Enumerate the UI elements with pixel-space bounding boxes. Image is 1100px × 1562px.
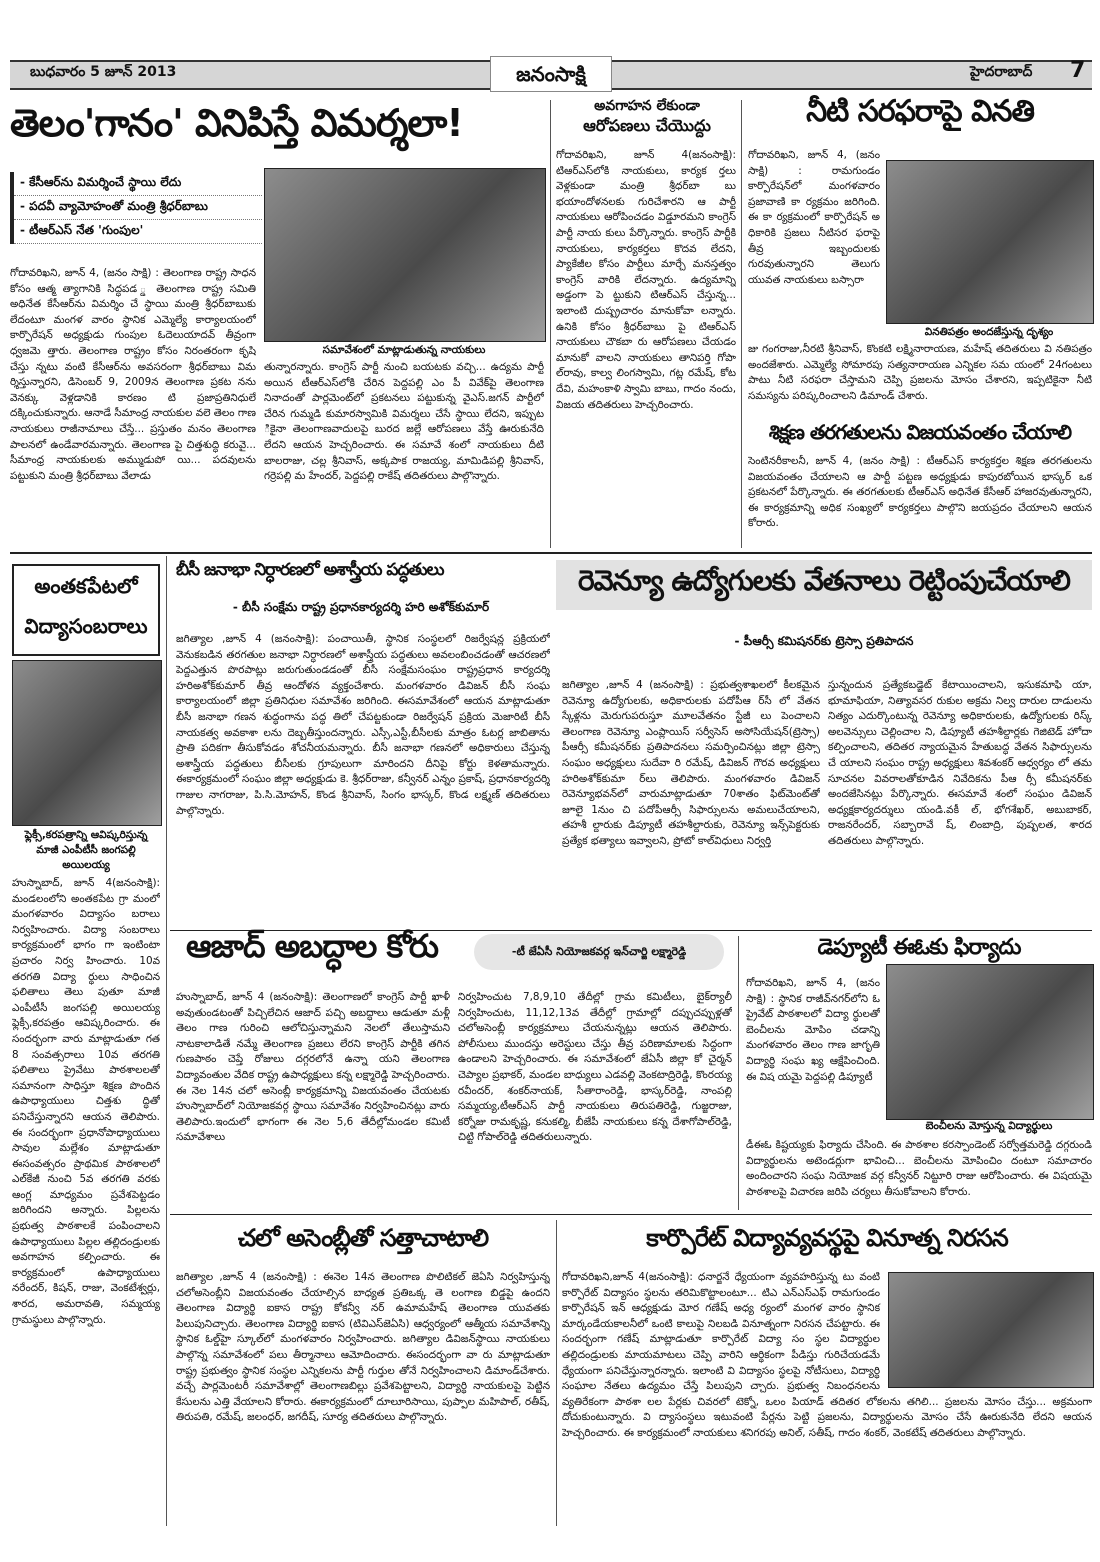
story10-body: జగిత్యాల ,జూన్ 4 (జనంసాక్షి) : ఈనెల 14న తెలంగాణ పొలిటికల్ జెఏసి నిర్వహిస్తున్న చలోఅసెంబ్లీని విజయవంతం చేయాల్సిన బాధ్యత ప్రతిఒక్క తె లంగాణ బిడ్డపై ఉందని తెలంగాణ విద్యార్థి ఐకాస రాష్ట్ర కోకన్వీ నర్ ఉమామహేష్ తెలంగాణ యువతకు పిలుపునిచ్చారు. తెలంగాణ విద్యార్థి ఐకాస (టివిఎస్‌జెఏసి) ఆధ్వర్యంలో ఆత్మీయ సమావేశాన్ని స్థానిక ఓల్డ్‌హై స్కూల్‌లో మంగళవారం నిర్వహించారు. జగిత్యాల డివిజన్‌స్థాయి నాయకులు పాల్గొన్న సమావేశంలో పలు తీర్మానాలు ఆమోదించారు. ఈసందర్భంగా వా రు మాట్లాడుతూ రాష్ట్ర ప్రభుత్వం స్థానిక సంస్థల ఎన్నికలను పార్టీ గుర్తుల తోనే నిర్వహించాలని డిమాండ్‌చేశారు. వచ్చే పార్లమెంటరీ సమావేశాల్లో తెలంగాణబిల్లు ప్రవేశపెట్టాలని, విద్యార్థి నాయకులపై పెట్టిన కేసులను ఎత్తి వేయాలని కోరారు. ఈకార్యక్రమంలో దూలూరిసాయి, పుప్పాల మహిపాల్, రతీష్, తిరుపతి, రమేష్, జలంధర్, జగదీష్, సూర్య తదితరులు పాల్గొన్నారు. — [176, 1271, 550, 1424]
story11-body: గోదావరిఖని,జూన్ 4(జనంసాక్షి): ధనార్జనే ధ్యేయంగా వ్యవహరిస్తున్న టు వంటి కార్పొరేట్ విద్యాసం స్థలను తరిమికొట్టాలంటూ... టిఎ ఎన్ఎస్ఎఫ్ రామగుండం కార్పొరేషన్ ఇన్‌ ఆధ్యక్షుడు మోర గణేష్ అధ్య ర్యంలో మంగళ వారం స్థానిక మార్కండేయకాలనీలో ఒంటి కాలుపై నిలబడి వినూత్నంగా నిరసన చేపట్టారు. ఈ సందర్భంగా గణేష్ మాట్లాడుతూ కార్పొరేట్ విద్యా సం స్థల విద్యార్థుల తల్లిదండ్రులకు మాయమాటలు చెప్పి వారిని ఆర్థికంగా పీడిస్తు గురిచేయడమే ధ్యేయంగా పనిచేస్తున్నారన్నారు. ఇలాంటి వి విద్యాసం స్థలపై నోటీసులు, విద్యార్థి సంఘాల నేతలు ఉద్యమం చేస్తే పిలుపుని చ్చారు. ప్రభుత్వ నిబంధనలను వ్యతిరేకంగా పాఠశా లల పేర్లకు చివరలో టెక్నో, ఒలం పియాడ్ తదితర లోకలను తగిలి... ప్రజలను మోసం చేస్తు... అక్రమంగా దోచుకుంటున్నారు. వి ద్యాసంస్థలు ఇటువంటి పేర్లను పెట్టి ప్రజలను, విద్యార్థులను మోసం చేసే ఊరుకునేది లేదని ఆయన హెచ్చరించారు. ఈ కార్యక్రమంలో నాయకులు శనిగరపు అనిల్, సతీష్, గాదం శంకర్, వెంకటేష్ తదితరులు పాల్గొన్నారు. — [562, 1271, 1092, 1439]
masthead-logo: జనంసాక్షి — [490, 56, 612, 92]
story10-headline: చలో అసెంబ్లీతో సత్తాచాటాలి — [237, 1224, 489, 1252]
story4-headline: శిక్షణ తరగతులను విజయవంతం చేయాలి — [768, 420, 1072, 444]
story3-body: జు గంగరాజు,నీరటి శ్రీనివాస్, కొంకటి లక్ష్మినారాయణ, మహేష్ తదితరులు వి నతిపత్రం అందజేశారు. ఎమ్మెల్యే సోమారపు సత్యనారాయణ ఎన్నికల సమ యంలో 24గంటలు పాటు నీటి సరఫరా చేస్తామని చెప్పి ప్రజలను మోసం చేశారని, ఇప్పటికైనా నీటి సమస్యను పరిష్కరించాలని డిమాండ్ చేశారు. — [748, 343, 1092, 402]
story6-body: జగిత్యాల ,జూన్ 4 (జనంసాక్షి): పంచాయితీ, స్థానిక సంస్థలలో రిజర్వేషన్ల ప్రక్రియలో వెనుకబడిన తరగతుల జనాభా నిర్ధారణలో అశాస్త్రీయ పద్ధతులు అవలంబించడంతో ఆచరణలో పెద్దఎత్తున పొరపాట్లు జరుగుతుండడంతో బీసీ సంక్షేమసంఘం రాష్ట్రప్రధాన కార్యదర్శి హరిఅశోక్‌కుమార్ తీవ్ర ఆందోళన వ్యక్తంచేశారు. మంగళవారం డివిజన్ బీసీ సంఘ కార్యాలయంలో జిల్లా ప్రతినిధుల సమావేశం జరిగింది. ఈసమావేశంలో ఆయన మాట్లాడుతూ బీసీ జనాభా గణన శుద్ధంగాను పద్ధ తిలో చేపట్టకుండా రిజర్వేషన్ ప్రక్రియ మెజారిటీ బీసీ నాయకత్వ అవకాశా లను దెబ్బతీస్తుందన్నారు. ఎస్సీ,ఎస్టీ,బీసీలకు మాత్రం ఓటర్ల జాబితాను ప్రాతి పదికగా తీసుకోవడం శోచనీయమన్నారు. బీసీ జనాభా గణనలో అధికారులు చేస్తున్న అశాస్త్రీయ పద్ధతులు బీసీలకు గ్రూపులుగా మారిందని దీనిపై కోర్టు కెళతామన్నారు. ఈకార్యక్రమంలో సంఘం జిల్లా అధ్యక్షుడు కె. శ్రీధర్‌రాజు, కన్వీనర్ ఎన్నం ప్రకాష్, ప్రధానకార్యదర్శి గాజుల నాగరాజు, పి.సి.మోహన్, కొండ శ్రీనివాస్, సింగం భాస్కర్, కొండ లక్ష్మణ్ తదితరులు పాల్గొన్నారు. — [176, 633, 550, 817]
column-divider — [741, 100, 742, 548]
story7-column-1: జగిత్యాల ,జూన్ 4 (జనంసాక్షి) : ప్రభుత్వశాఖలలో కీలకమైన రెవెన్యూ ఉద్యోగులకు, అధికారులకు పదోపీఆ ర్‌సీ లో వేతన స్కేళ్లను మెరుగుపరుస్తూ మూలవేతనం స్టేజీ లు పెంచాలని తెలంగాణ రెవెన్యూ ఎంప్లాయిస్ సర్వీసెస్ అసోసియేషన్(ట్రెస్సా) పీఆర్సీ కమీషనర్‌కు ప్రతిపాదనలు సమర్పించినట్లు జిల్లా ట్రెస్సా సంఘం అధ్యక్షులు సుదేవా రి రమేష్, డివిజన్ గౌరవ అధ్యక్షులు హరిఅశోక్‌కుమా ర్‌లు తెలిపారు. మంగళవారం డివిజన్ రెవెన్యూభవన్‌లో వారుమాట్లాడుతూ 70శాతం ఫిట్‌మెంట్‌తో జూలై 1నుం చి పదోపీఆర్సీ సిఫార్సులను అమలుచేయాలని, తహశీ ల్దారుకు డిప్యూటీ తహశీల్దారుకు, రెవెన్యూ ఇన్స్‌పెక్టరుకు ప్రత్యేక భత్యాలు ఇవ్వాలని, ప్రోటో కాల్‌విధులు నిర్వర్తి — [562, 679, 820, 847]
story2-headline-line1: అవగాహన లేకుండా — [594, 98, 700, 114]
story8-column-1: హుస్నాబాద్, జూన్ 4 (జనంసాక్షి): తెలంగాణలో కాంగ్రెస్ పార్టీ ఖాళీ అవుతుండటంతో పిచ్చిలేచిన ఆజాద్ పచ్చి అబద్ధాలు ఆడుతూ మళ్లీ తెలం గాణ గురించి ఆలోచిస్తున్నామని నెలలో తేలుస్తామని నాటకాలాడితే నమ్మే తెలంగాణ ప్రజలు లేరని కాంగ్రెస్ పార్టీకి తగిన గుణపాఠం చెప్తే రోజులు దగ్గరలోనే ఉన్నా యని తెలంగాణ విద్యావంతుల వేదిక రాష్ట్ర ఉపాధ్యక్షులు కన్న లక్ష్మారెడ్డి హెచ్చరించారు. ఈ నెల 14న చలో అసెంబ్లీ కార్యక్రమాన్ని విజయవంతం చేయటకు హుస్నాబాద్‌లో నియోజకవర్గ స్థాయి సమావేశం నిర్వహించినట్లు వారు తెలిపారు.ఇందులో భాగంగా ఈ నెల 5,6 తేదీల్లోమండల కమిటీ సమావేశాలు — [176, 991, 450, 1144]
edition-city: హైదరాబాద్ — [970, 64, 1033, 80]
story4-body: సెంటినరీకాలనీ, జూన్ 4, (జనం సాక్షి) : టీఆర్ఎస్ కార్యకర్తల శిక్షణ తరగతులను విజయవంతం చేయాలని ఆ పార్టీ పట్టణ అధ్యక్షుడు కాపురబోయిన భాస్కర్ ఒక ప్రకటనలో పేర్కొన్నారు. ఈ తరగతులకు టీఆర్ఎస్ అధినేత కేసీఆర్ హాజరవుతున్నారని, ఈ కార్యక్రమాన్ని అధిక సంఖ్యలో కార్యకర్తలు పాల్గొని జయప్రదం చేయాలని ఆయన కోరారు. — [748, 455, 1092, 530]
story9-photo — [886, 964, 1094, 1120]
story5-headline — [12, 564, 160, 656]
story5-body: హుస్నాబాద్, జూన్ 4(జనంసాక్షి): మండలంలోని అంతకపేట గ్రా మంలో మంగళవారం విద్యాసం బరాలు నిర్వహించారు. విద్యా సంబరాలు కార్యక్రమంలో భాగం గా ఇంటింటా ప్రచారం నిర్వ హించారు. 10వ తరగతి విద్యా ర్థులు సాధించిన ఫలితాలు తెలు పుతూ మాజీ ఎంపీటీసీ జంగపల్లి అయిలయ్య ఫ్లెక్సీ,కరపత్రం ఆవిష్కరించారు. ఈ సందర్భంగా వారు మాట్లాడుతూ గత 8 సంవత్సరాలు 10వ తరగతి ఫలితాలు ప్రైవేటు పాఠశాలలతో సమానంగా సాధిస్తూ శిక్షణ పొందిన ఉపాధ్యాయులు చిత్తశు ద్ధితో పనిచేస్తున్నారని ఆయన తెలిపారు. ఈ సందర్భంగా ప్రధానోపాధ్యాయులు సావుల మల్లేశం మాట్లాడుతూ ఈసంవత్సరం ప్రాథమిక పాఠశాలలో ఎల్‌కేజీ నుంచి 5వ తరగతి వరకు ఆంగ్ల మాధ్యమం ప్రవేశపెట్టడం జరిగిందని అన్నారు. పిల్లలను ప్రభుత్వ పాఠశాలకే పంపించాలని ఉపాధ్యాయులు పిల్లల తల్లిదండ్రులకు అవగాహన కల్పించారు. ఈ కార్యక్రమంలో ఉపాధ్యాయులు నరేందర్, కిషన్, రాజు, వెంకటేశ్వర్లు, శారద, అమరావతి, సమ్మయ్య గ్రామస్థులు పాల్గొన్నారు. — [12, 877, 160, 1326]
story7-subhead: - పీఆర్సీ కమిషనర్‌కు ట్రెస్సా ప్రతిపాదన — [734, 634, 914, 648]
story1-column-2: తున్నారన్నారు. కాంగ్రెస్ పార్టీ నుంచి బయటకు వచ్చి... ఉద్యమ పార్టీ అయిన టీఆర్‌ఎస్‌లోకి చేరిన పెద్దపల్లి ఎం పీ వివేక్‌పై తెలంగాణ నినాదంతో పార్లమెంట్‌లో ప్రకటనలు పట్టుకున్న వైఎస్.జగన్ పార్టీలో చేరిన గుమ్మడి కుమారస్వామికి విమర్శలు చేసే స్థాయి లేదని, ఇప్పుట ికైనా తెలంగాణవాదులపై బురద జల్లే ఆరోపణలు వేస్తే ఊరుకునేది లేదని ఆయన హెచ్చరించారు. ఈ సమావే శంలో నాయకులు దీటి బాలరాజు, చల్ల శ్రీనివాస్, అక్కపాక రాజయ్య, మామిడిపల్లి శ్రీనివాస్, గర్రెపల్లి మ హేందర్, పెద్దపల్లి రాకేష్ తదితరులు పాల్గొన్నారు. — [264, 361, 544, 483]
story2-body: గోదావరిఖని, జూన్ 4(జనంసాక్షి): టిఆర్ఎస్‌లోకి నాయకులు, కార్యక ర్తలు వెళ్లకుండా మంత్రి శ్రీధర్‌బా బు భయాందోళనలకు గురిచేశారని ఆ పార్టీ నాయకులు ఆరోపించడం విడ్డూరమని కాంగ్రెస్ పార్టీ నాయ కులు పేర్కొన్నారు. కాంగ్రెస్ పార్టీకి నాయకులు, కార్యకర్తలు కొదవ లేదని, ప్యాకేజీల కోసం పార్టీలు మార్చే మనస్తత్వం కాంగ్రెస్ వారికి లేదన్నారు. ఉద్యమాన్ని అడ్డంగా పె ట్టుకుని టిఆర్ఎస్ చేస్తున్న... ఇలాంటి దుష్ప్రచారం మానుకోవా లన్నారు. ఉనికి కోసం శ్రీధర్‌బాబు పై టిఆర్ఎస్ నాయకులు చౌకబా రు ఆరోపణలు చేయడం మానుకో వాలని నాయకులు తానిపర్తి గోపా ల్‌రావు, కాల్వ లింగస్వామి, గట్ల రమేష్, కోట దేవి, మహంకాళి స్వామి బాబు, గాదం నందు, విజయ తదితరులు హెచ్చరించారు. — [556, 149, 736, 411]
issue-date: బుధవారం 5 జూన్ 2013 — [30, 64, 177, 80]
story3-caption: వినతిపత్రం అందజేస్తున్న దృశ్యం — [924, 326, 1054, 338]
story9-caption: బెంచీలను మోస్తున్న విద్యార్థులు — [925, 1120, 1053, 1132]
story1-bullet: - పదవీ వ్యామోహంతో మంత్రి శ్రీధర్‌బాబు — [14, 196, 262, 220]
section-divider — [10, 552, 1092, 554]
story5-headline-line1: అంతకపేటలో — [34, 574, 138, 598]
story9-body: డీఈఓ కిష్టయ్యకు ఫిర్యాదు చేసింది. ఈ పాఠశాల కరస్పాండెంట్ సర్వోత్తమరెడ్డి దగ్గరుండి విద్యార్థులను అటెండర్లుగా భావించి... బెంచీలను మోపించిం దంటూ సమాచారం అందించారని సంఘ నియోజక వర్గ కన్వీనర్ నిట్టూరి రాజు ఆరోపించారు. ఈ విషయమై పాఠశాలపై విచారణ జరిపి చర్యలు తీసుకోవాలని కోరారు. — [746, 1139, 1092, 1198]
story1-bullet: - టీఆర్‌ఎస్ నేత 'గుంపుల' — [14, 220, 262, 244]
story3-photo — [886, 160, 1094, 324]
section-divider — [170, 1214, 1092, 1215]
story9-headline: డెప్యూటీ ఈఓకు ఫిర్యాదు — [817, 935, 1021, 960]
story8-headline: ఆజాద్ అబద్ధాల కోరు — [186, 927, 438, 965]
column-divider — [556, 1220, 557, 1526]
story11-photo — [888, 1272, 1094, 1388]
story7-headline: రెవెన్యూ ఉద్యోగులకు వేతనాలు రెట్టింపుచేయాలి — [578, 564, 1070, 597]
story6-subhead: - బీసీ సంక్షేమ రాష్ట్ర ప్రధానకార్యదర్శి హరి అశోక్‌కుమార్ — [232, 600, 490, 614]
story1-photo — [264, 168, 546, 342]
story1-bullets — [10, 172, 262, 244]
story1-headline: తెలం'గానం' వినిపిస్తే విమర్శలా! — [10, 101, 463, 145]
column-divider — [738, 936, 739, 1210]
story5-photo — [12, 660, 162, 826]
story3-column-left: గోదావరిఖని, జూన్ 4, (జనం సాక్షి) : రామగుండం కార్పొరేషన్‌లో మంగళవారం ప్రజావాణి కా ర్యక్రమం జరిగింది. ఈ కా ర్యక్రమంలో కార్పొరేషన్ అ ధికారికి ప్రజలు నీటిసర ఫరాపై తీవ్ర ఇబ్బందులకు గురవుతున్నారని తెలుగు యువత నాయకులు బస్సారా — [748, 149, 880, 286]
story9-column-left: గోదావరిఖని, జూన్ 4, (జనం సాక్షి) : స్థానిక రాజీవ్‌నగర్‌లోని ఓ ప్రైవేట్ పాఠశాలలో విద్యా ర్థులతో బెంచీలను మోపిం చడాన్ని మంగళవారం తెలం గాణ జాగృతి విద్యార్థి సంఘ ఖ్య ఆక్షేపించింది. ఈ విష యమై పెద్దపల్లి డిప్యూటీ — [746, 977, 880, 1083]
column-divider — [550, 100, 551, 548]
story3-headline: నీటి సరఫరాపై వినతి — [806, 94, 1034, 129]
story5-headline-line2: విద్యాసంబరాలు — [24, 614, 148, 638]
story6-headline: బీసీ జనాభా నిర్ధారణలో అశాస్త్రీయ పద్ధతులు — [176, 560, 444, 580]
story1-bullet: - కేసీఆర్‌ను విమర్శించే స్థాయి లేదు — [14, 172, 262, 196]
story7-column-2: స్తున్నందున ప్రత్యేకబడ్జెట్ కేటాయించాలని, ఇసుకమాఫి యా, భూమాఫియా, నిత్యావసర రుకుల అక్రమ నిల్వ దారుల దాడులను నిత్యం ఎదుర్కొంటున్న రెవెన్యూ అధికారులకు, ఉద్యోగులకు రిస్క్ అలవెన్సులు చెల్లించాల ని, డిప్యూటీ తహశీల్దార్లకు గెజిటెడ్ హోదా కల్పించాలని, తదితర న్యాయమైన హేతుబద్ధ వేతన సిఫార్సులను చే యాలని సంఘం రాష్ట్ర అధ్యక్షులు శివశంకర్ ఆధ్వర్యం లో తమ సూచనల వివరాలతోకూడిన నివేదికను పీఆ ర్సీ కమీషనర్‌కు అందజేసినట్లు పేర్కొన్నారు. ఈసమావే శంలో సంఘం డివిజన్ అధ్యక్షకార్యదర్శులు యండి.వకీ ల్, భోగశేఖర్, అబుబాకర్, రాజనరేందర్, సబ్బారావే ష్, లింబాద్రి, పుష్పలత, శారద తదితరులు పాల్గొన్నారు. — [828, 679, 1092, 847]
story2-headline-line2: ఆరోపణలు చేయొద్దు — [583, 116, 711, 135]
story8-subhead: -టీ జేఏసీ నియోజకవర్గ ఇన్‌చార్జి లక్ష్మారెడ్డి — [474, 934, 724, 970]
story8-column-2: నిర్వహించుట 7,8,9,10 తేదీల్లో గ్రామ కమిటీలు, బైక్‌ర్యాలీ నిర్వహించుట, 11,12,13వ తేదీల్లో గ్రామాల్లో దప్పుచప్పుళ్లతో చలోఅసెంబ్లీ కార్యక్రమాలు చేయనున్నట్లు ఆయన తెలిపారు. పోలీసులు ముందస్తు అరెస్టులు చేస్తు తీవ్ర పరిణామాలకు సిద్ధంగా ఉండాలని హెచ్చరించారు. ఈ సమావేశంలో జేఏసీ జిల్లా కో చైర్మన్ చెప్యాల ప్రభాకర్, మండల బాధ్యులు ఎడవల్లి వెంకటాద్రిరెడ్డి, కొంరయ్య రవీందర్, శంకర్‌నాయక్, సీతారాంరెడ్డి, భాస్కర్‌రెడ్డి, నాంపల్లి సమ్మయ్య,టీఆర్ఎస్ పార్టీ నాయకులు తిరుపతిరెడ్డి, గుజ్జరాజు, కర్నోజు రామకృష్ణ, కనుకల్మి, బీజేపీ నాయకులు కన్న దేశాగోపాల్‌రెడ్డి, చిట్టి గోపాల్‌రెడ్డి తదితరులున్నారు. — [458, 991, 732, 1144]
story5-caption: ఫ్లెక్సీ,కరపత్రాన్ని ఆవిష్కరిస్తున్న మాజీ ఎంపీటీసీ జంగపల్లి అయిలయ్య — [24, 829, 148, 871]
story1-caption: సమావేశంలో మాట్లాడుతున్న నాయకులు — [322, 344, 486, 356]
story1-column-1: గోదావరిఖని, జూన్ 4, (జనం సాక్షి) : తెలంగాణ రాష్ట్ర సాధన కోసం ఆత్మ త్యాగానికి సిద్ధపడ ్డ తెలంగాణ రాష్ట్ర సమితి అధినేత కేసీఆర్‌ను విమర్శిం చే స్థాయి మంత్రి శ్రీధర్‌బాబుకు లేదంటూ మంగళ వారం స్థానిక ఎమ్మెల్యే కార్యాలయంలో కార్పొరేషన్ అధ్యక్షుడు గుంపుల ఓదెలుయాదవ్ తీవ్రంగా ధ్వజమె త్తారు. తెలంగాణ రాష్ట్రం కోసం నిరంతరంగా కృషి చేస్తు న్నటు వంటి కేసీఆర్‌ను అవసరంగా శ్రీధర్‌బాబు విమ ర్శిస్తున్నారని, డిసెంబర్ 9, 2009న తెలంగాణ ప్రకట నను వెనక్కు వెళ్లడానికి కారణం టి ప్రజాప్రతినిధులే దక్కించుకున్నారు. ఆనాడే సీమాంధ్ర నాయకుల వలె తెలం గాణ నాయకులు రాజీనామాలు చేస్తే... ప్రస్తుతం మనం తెలంగాణ పాలనలో ఉండేవారమన్నారు. తెలంగాణ పై చిత్తశుద్ధి కరువై... సీమాంధ్ర నాయకులకు అమ్ముడుపో యి... పదవులను పట్టుకుని మంత్రి శ్రీధర్‌బాబు వేలాడు — [10, 267, 256, 482]
story2-headline — [556, 96, 738, 136]
page-number: 7 — [1070, 58, 1086, 83]
story11-headline: కార్పొరేట్ విద్యావ్యవస్థపై వినూత్న నిరసన — [646, 1224, 1008, 1252]
column-divider — [166, 556, 167, 1526]
